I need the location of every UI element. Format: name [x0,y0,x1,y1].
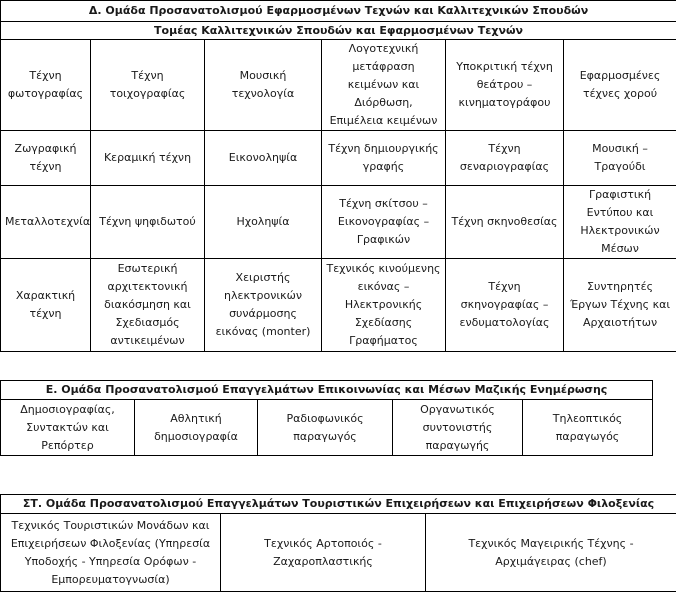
specialty-cell: Συντηρητές Έργων Τέχνης και Αρχαιοτήτων [564,259,676,352]
specialty-cell: Τεχνικός Μαγειρικής Τέχνης - Αρχιμάγειρας (chef) [426,514,676,592]
specialty-cell: Μουσική – Τραγούδι [564,131,676,186]
section-e-table [0,380,653,456]
specialty-cell: Τηλεοπτικός παραγωγός [523,400,653,456]
specialty-cell: Τέχνη σκηνογραφίας – ενδυματολογίας [446,259,564,352]
section-st-title: ΣΤ. Ομάδα Προσανατολισμού Επαγγελμάτων Τουριστικών Επιχειρήσεων και Επιχειρήσεων Φιλοξενίας [1,495,676,514]
specialty-cell: Ηχοληψία [205,186,322,259]
specialty-cell: Τεχνικός κινούμενης εικόνας – Ηλεκτρονικής Σχεδίασης Γραφήματος [322,259,446,352]
specialty-cell: Λογοτεχνική μετάφραση κειμένων και Διόρθωση, Επιμέλεια κειμένων [322,40,446,131]
specialty-cell: Τέχνη τοιχογραφίας [91,40,205,131]
specialty-cell: Εικονοληψία [205,131,322,186]
specialty-cell: Ραδιοφωνικός παραγωγός [258,400,393,456]
section-d-subtitle: Τομέας Καλλιτεχνικών Σπουδών και Εφαρμοσμένων Τεχνών [1,22,676,40]
specialty-cell: Μεταλλοτεχνία [1,186,91,259]
specialty-cell: Τέχνη ψηφιδωτού [91,186,205,259]
specialty-cell: Χαρακτική τέχνη [1,259,91,352]
section-d-title: Δ. Ομάδα Προσανατολισμού Εφαρμοσμένων Τεχνών και Καλλιτεχνικών Σπουδών [1,1,676,22]
specialty-cell: Ζωγραφική τέχνη [1,131,91,186]
specialty-cell: Τέχνη φωτογραφίας [1,40,91,131]
specialty-cell: Τέχνη σκίτσου – Εικονογραφίας – Γραφικών [322,186,446,259]
specialty-cell: Χειριστής ηλεκτρονικών συνάρμοσης εικόνας (monter) [205,259,322,352]
specialty-cell: Μουσική τεχνολογία [205,40,322,131]
section-e-title: Ε. Ομάδα Προσανατολισμού Επαγγελμάτων Επικοινωνίας και Μέσων Μαζικής Ενημέρωσης [1,381,653,400]
specialty-cell: Εφαρμοσμένες τέχνες χορού [564,40,676,131]
specialty-cell: Κεραμική τέχνη [91,131,205,186]
specialty-cell: Τεχνικός Αρτοποιός - Ζαχαροπλαστικής [221,514,426,592]
specialty-cell: Τέχνη δημιουργικής γραφής [322,131,446,186]
specialty-cell: Υποκριτική τέχνη θεάτρου – κινηματογράφου [446,40,564,131]
specialty-cell: Τέχνη σκηνοθεσίας [446,186,564,259]
specialty-cell: Εσωτερική αρχιτεκτονική διακόσμηση και Σχεδιασμός αντικειμένων [91,259,205,352]
specialty-cell: Οργανωτικός συντονιστής παραγωγής [393,400,523,456]
specialty-cell: Τεχνικός Τουριστικών Μονάδων και Επιχειρήσεων Φιλοξενίας (Υπηρεσία Υποδοχής - Υπηρεσία Ορόφων - Εμπορευματογνωσία) [1,514,221,592]
specialty-cell: Γραφιστική Εντύπου και Ηλεκτρονικών Μέσων [564,186,676,259]
specialty-cell: Δημοσιογραφίας, Συντακτών και Ρεπόρτερ [1,400,135,456]
section-st-table [0,494,676,592]
specialty-cell: Αθλητική δημοσιογραφία [135,400,258,456]
specialty-cell: Τέχνη σεναριογραφίας [446,131,564,186]
